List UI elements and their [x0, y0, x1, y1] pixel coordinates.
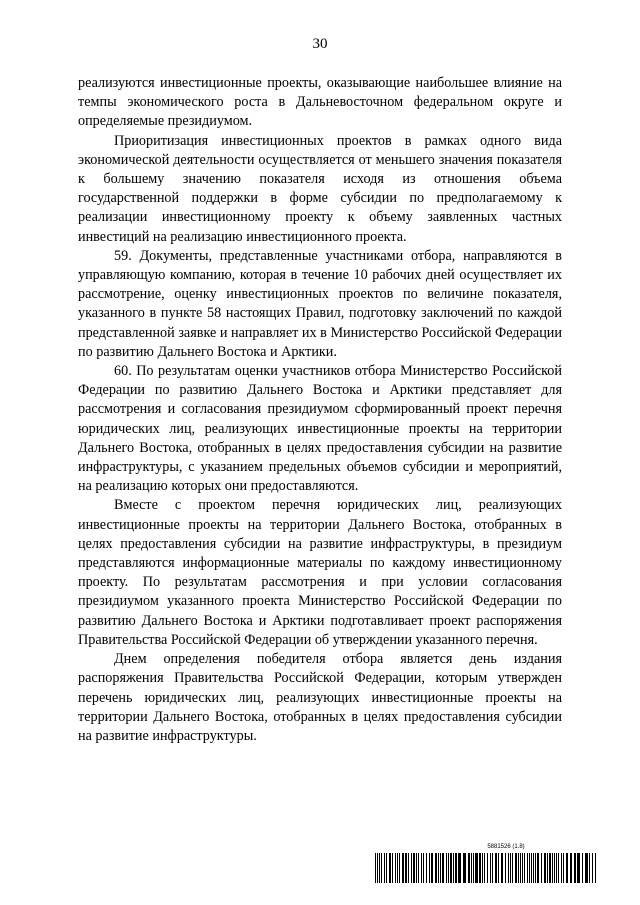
page-number: 30 — [312, 36, 328, 52]
paragraph-winner-date: Днем определения победителя отбора является день издания распоряжения Правительства Российской Федерации, которым утвержден перечень юридических лиц, реализующих инвестиционные проекты на территории Дальнего Востока, отобранных в целях предоставления субсидии на развитие инфраструктуры. — [78, 651, 562, 744]
paragraph-prioritization: Приоритизация инвестиционных проектов в рамках одного вида экономической деятельности осуществляется от меньшего значения показателя к большему значению показателя исходя из отношения объема государственной поддержки в форме субсидии по предполагаемому к реализации инвестиционному проекту к объему заявленных частных инвестиций на реализацию инвестиционного проекта. — [78, 132, 562, 245]
paragraph-item-59: 59. Документы, представленные участниками отбора, направляются в управляющую компанию, которая в течение 10 рабочих дней осуществляет их рассмотрение, оценку инвестиционных проектов по величине показателя, указанного в пункте 58 настоящих Правил, подготовку заключений по каждой представленной заявке и направляет их в Министерство Российской Федерации по развитию Дальнего Востока и Арктики. — [78, 247, 562, 360]
paragraph-continuation: реализуются инвестиционные проекты, оказывающие наибольшее влияние на темпы экономического роста в Дальневосточном федеральном округе и определяемые президиумом. — [78, 75, 562, 130]
document-code: 5881526 (1.8) — [487, 844, 525, 850]
barcode-icon — [375, 853, 599, 883]
document-body — [78, 74, 562, 746]
paragraph-item-60: 60. По результатам оценки участников отбора Министерство Российской Федерации по развитию Дальнего Востока и Арктики представляет для рассмотрения и согласования президиумом сформированный проект перечня юридических лиц, реализующих инвестиционные проекты на территории Дальнего Востока, отобранных в целях предоставления субсидии на развитие инфраструктуры, с указанием предельных объемов субсидии и мероприятий, на реализацию которых они предоставляются. — [78, 363, 562, 495]
paragraph-list-submission: Вместе с проектом перечня юридических лиц, реализующих инвестиционные проекты на территории Дальнего Востока, отобранных в целях предоставления субсидии на развитие инфраструктуры, в президиум представляются информационные материалы по каждому инвестиционному проекту. По результатам рассмотрения и при условии согласования президиумом указанного проекта Министерство Российской Федерации по развитию Дальнего Востока и Арктики подготавливает проект распоряжения Правительства Российской Федерации об утверждении указанного перечня. — [78, 497, 562, 648]
